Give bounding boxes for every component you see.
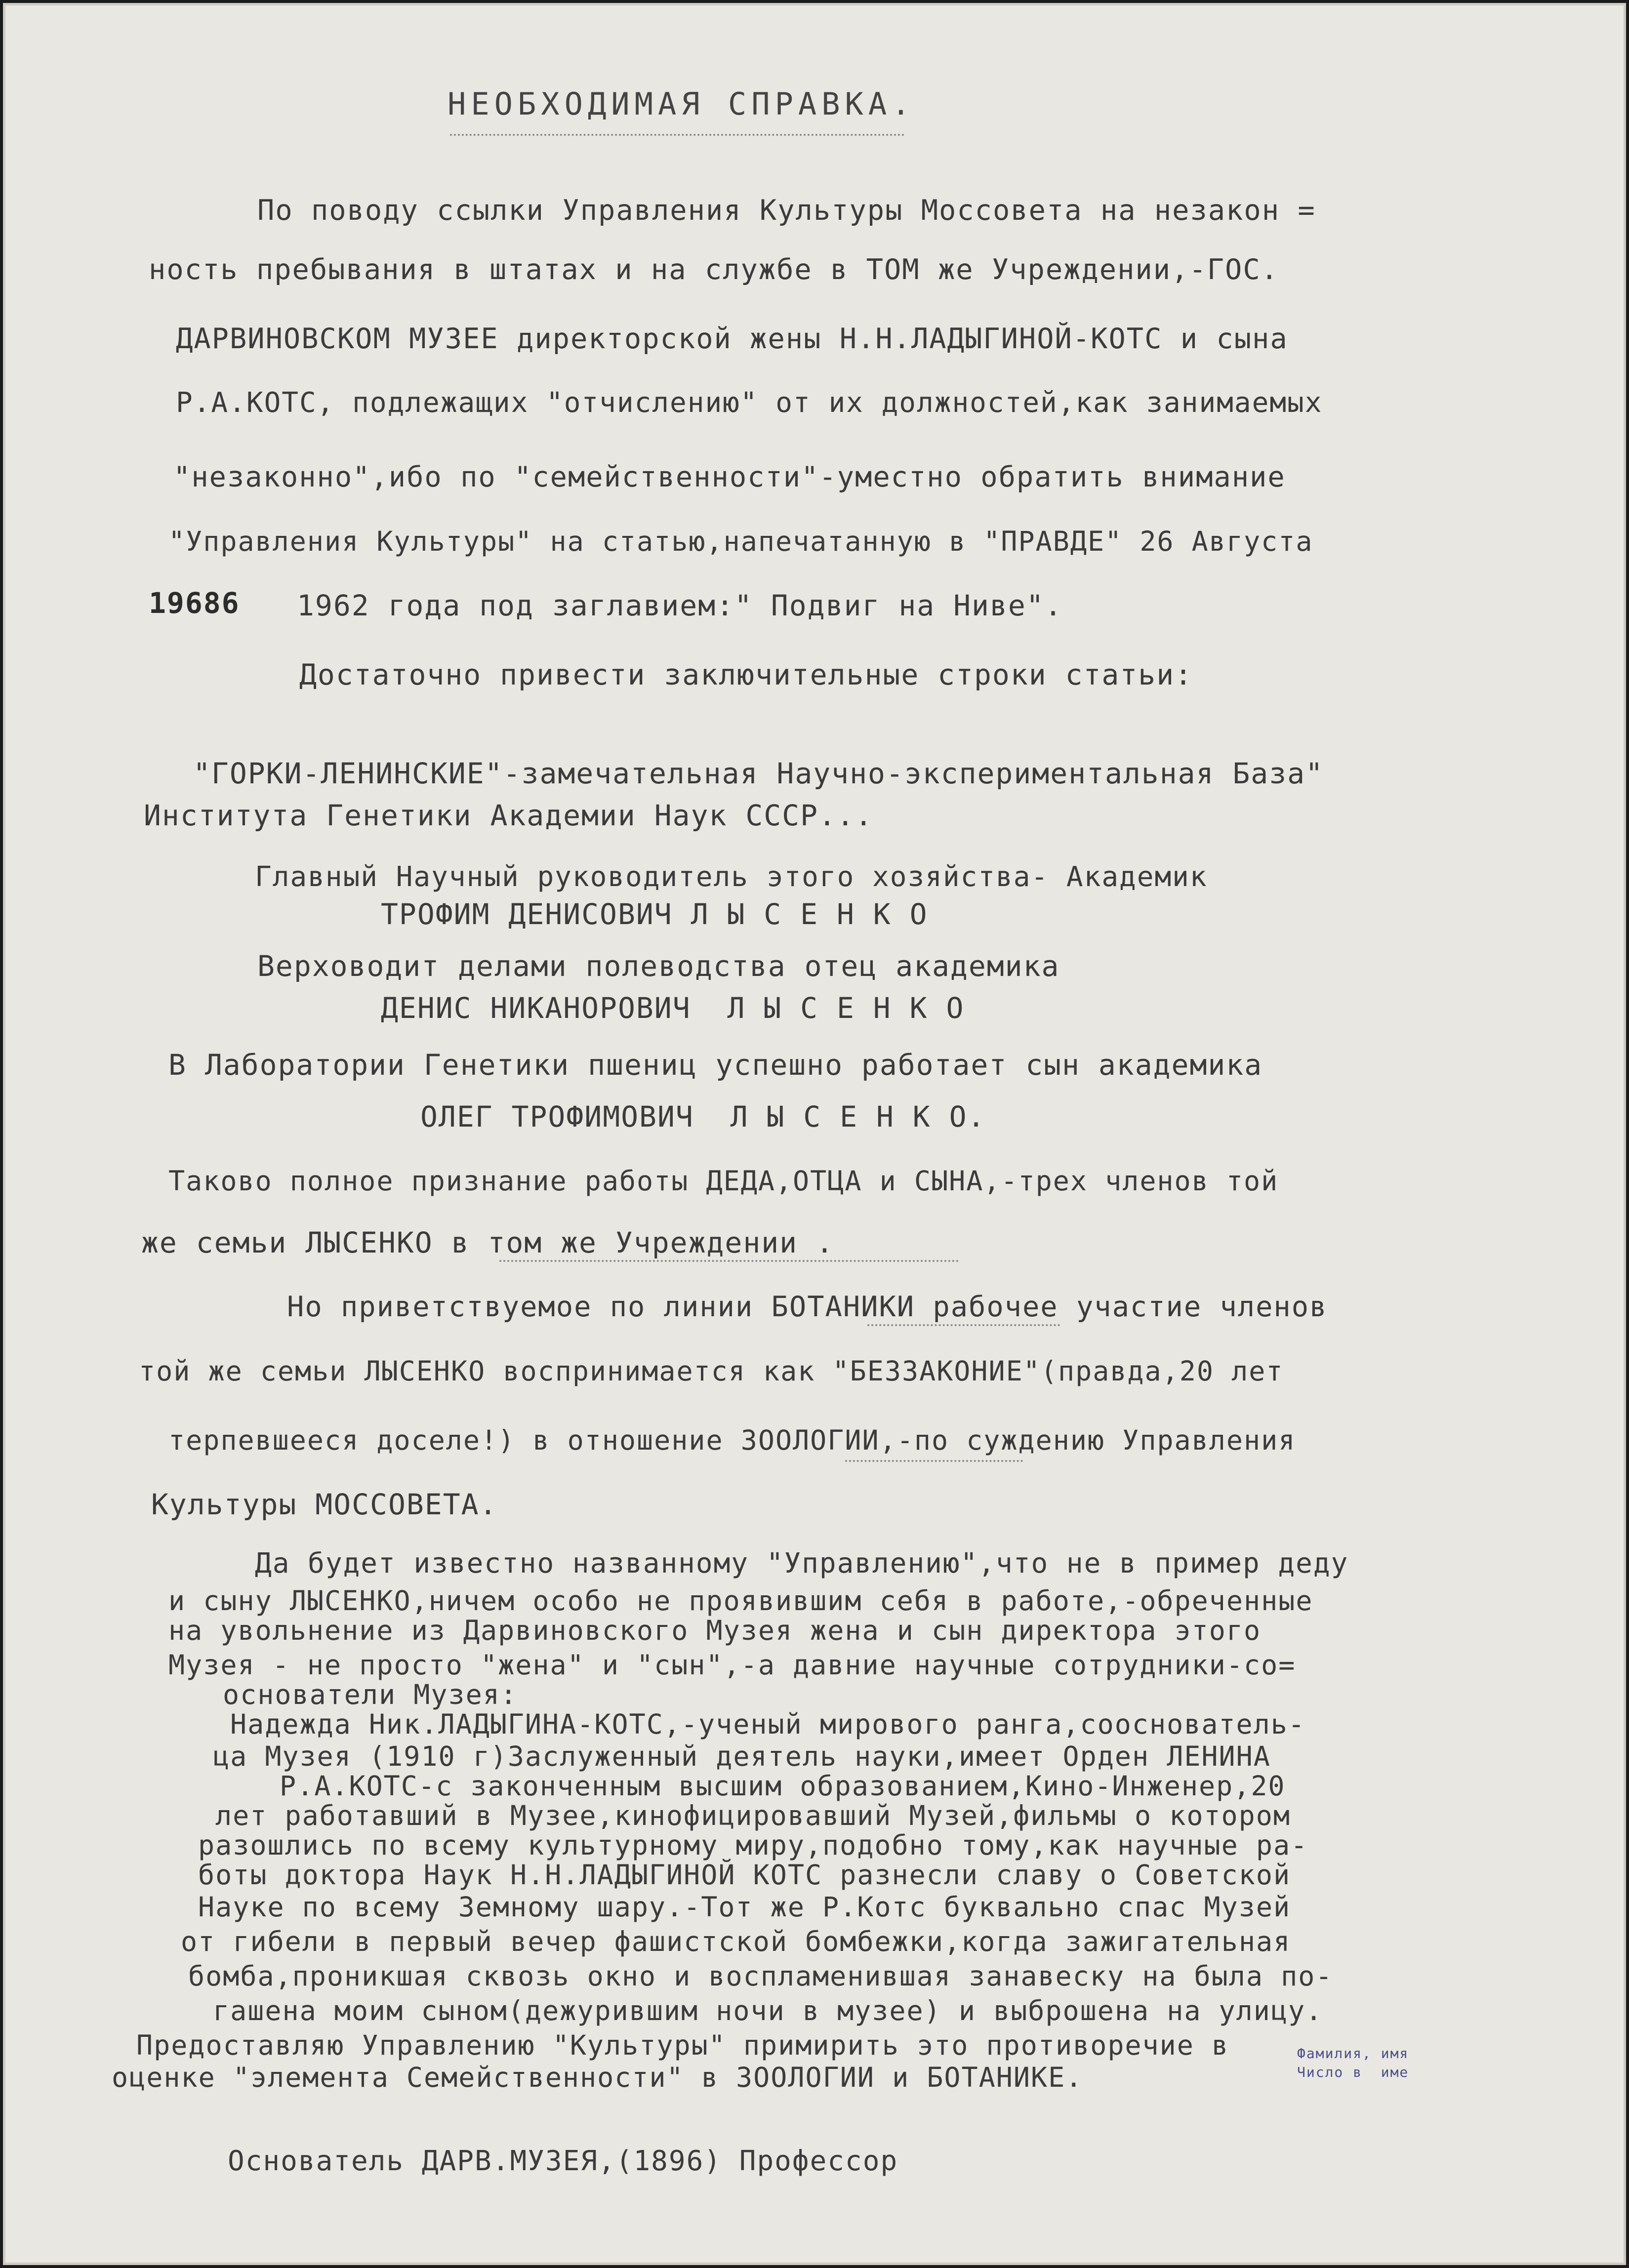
quote-line2: Института Генетики Академии Наук СССР... (144, 799, 873, 832)
para3-line4: Культуры МОССОВЕТА. (151, 1488, 498, 1521)
para4-line1: Да будет известно названному "Управлению",что не в пример деду (255, 1547, 1349, 1580)
zoology-underline (845, 1460, 1023, 1465)
para3-line1: Но приветствуемое по линии БОТАНИКИ рабочее участие членов (287, 1291, 1328, 1323)
para4-line10: разошлись по всему культурному миру,подобно тому,как научные ра- (198, 1829, 1308, 1861)
para4-line9: лет работавший в Музее,кинофицировавший Музей,фильмы о котором (215, 1800, 1291, 1831)
para4-line5: основатели Музея: (223, 1679, 518, 1710)
para2-line2: же семьи ЛЫСЕНКО в том же Учреждении . (141, 1226, 834, 1259)
title-underline (450, 134, 904, 139)
document-page (3, 3, 1626, 2265)
para4-line8: Р.А.КОТС-с законченным высшим образованием,Кино-Инженер,20 (280, 1770, 1286, 1802)
para3-line2: той же семьи ЛЫСЕНКО воспринимается как "БЕЗЗАКОНИЕ"(правда,20 лет (139, 1355, 1284, 1387)
para4-line7: ца Музея (1910 г)Заслуженный деятель науки,имеет Орден ЛЕНИНА (213, 1741, 1271, 1772)
typo-overstrike: 19686 (149, 586, 240, 620)
para1-line3: ДАРВИНОВСКОМ МУЗЕЕ директорской жены Н.Н.ЛАДЫГИНОЙ-КОТС и сына (176, 323, 1288, 355)
para4-line17: оценке "элемента Семейственности" в ЗООЛОГИИ и БОТАНИКЕ. (112, 2062, 1083, 2093)
para4-line6: Надежда Ник.ЛАДЫГИНА-КОТС,-ученый мирового ранга,сооснователь- (230, 1708, 1305, 1740)
para1-line5: "незаконно",ибо по "семейственности"-уместно обратить внимание (173, 461, 1286, 493)
para1-line4: Р.А.КОТС, подлежащих "отчислению" от их должностей,как занимаемых (176, 387, 1323, 419)
para4-line13: от гибели в первый вечер фашистской бомбежки,когда зажигательная (181, 1926, 1291, 1957)
document-title: НЕОБХОДИМАЯ СПРАВКА. (448, 86, 915, 122)
quote2-line5: В Лаборатории Генетики пшениц успешно работает сын академика (168, 1048, 1263, 1082)
quote2-line1: Главный Научный руководитель этого хозяйства- Академик (255, 861, 1208, 893)
para1-line6: "Управления Культуры" на статью,напечатанную в "ПРАВДЕ" 26 Августа (168, 526, 1313, 557)
para2-line1: Таково полное признание работы ДЕДА,ОТЦА и СЫНА,-трех членов той (168, 1165, 1279, 1197)
quote2-line2: ТРОФИМ ДЕНИСОВИЧ Л Ы С Е Н К О (381, 897, 928, 931)
para1-line1: По поводу ссылки Управления Культуры Моссовета на незакон = (257, 194, 1316, 227)
para4-line15: гашена моим сыном(дежурившим ночи в музее) и выброшена на улицу. (213, 1995, 1323, 2026)
para4-line4: Музея - не просто "жена" и "сын",-а давние научные сотрудники-со= (168, 1649, 1296, 1681)
quote2-line6: ОЛЕГ ТРОФИМОВИЧ Л Ы С Е Н К О. (420, 1100, 986, 1134)
signature-line: Основатель ДАРВ.МУЗЕЯ,(1896) Профессор (228, 2145, 898, 2177)
para4-line14: бомба,проникшая сквозь окно и воспламенившая занавеску на была по- (188, 1960, 1333, 1992)
para4-line12: Науке по всему Земному шару.-Тот же Р.Котс буквально спас Музей (198, 1891, 1291, 1923)
para3-line3: терпевшееся доселе!) в отношение ЗООЛОГИИ,-по суждению Управления (168, 1424, 1296, 1456)
ink-stamp-line2: Число в име (1297, 2064, 1409, 2080)
quote-line1: "ГОРКИ-ЛЕНИНСКИЕ"-замечательная Научно-экспериментальная База" (193, 757, 1324, 790)
para4-line2: и сыну ЛЫСЕНКО,ничем особо не проявившим себя в работе,-обреченные (168, 1585, 1313, 1617)
para4-line11: боты доктора Наук Н.Н.ЛАДЫГИНОЙ КОТС разнесли славу о Советской (198, 1859, 1291, 1891)
para4-line3: на увольнение из Дарвиновского Музея жена и сын директора этого (168, 1615, 1262, 1646)
ink-stamp-line1: Фамилия, имя (1297, 2045, 1409, 2062)
para1-line7: 1962 года под заглавием:" Подвиг на Ниве". (297, 589, 1063, 622)
para4-line16: Предоставляю Управлению "Культуры" примирить это противоречие в (136, 2029, 1229, 2061)
botany-underline (867, 1324, 1060, 1329)
quote2-line4: ДЕНИС НИКАНОРОВИЧ Л Ы С Е Н К О (381, 991, 965, 1025)
intro-line: Достаточно привести заключительные строки статьи: (299, 658, 1193, 691)
quote2-line3: Верховодит делами полеводства отец академика (257, 949, 1060, 983)
para2-underline (499, 1260, 959, 1265)
para1-line2: ность пребывания в штатах и на службе в ТОМ же Учреждении,-ГОС. (149, 253, 1279, 286)
